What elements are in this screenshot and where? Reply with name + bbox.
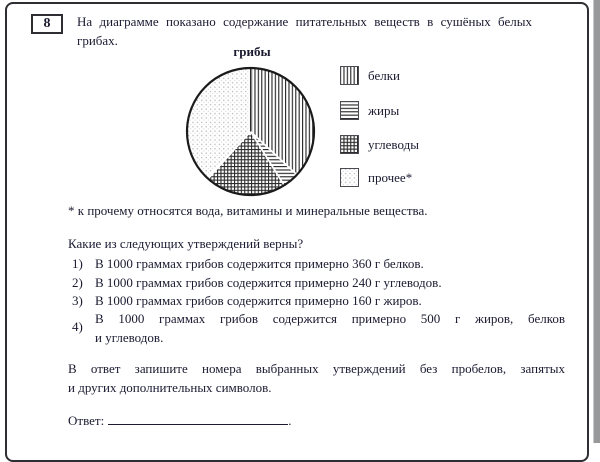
dots-swatch-icon <box>340 168 359 187</box>
answer-instruction <box>68 360 565 397</box>
question-number-box <box>31 14 63 34</box>
answer-instruction-line-1: В ответ запишите номера выбранных утверждений без пробелов, запятых <box>68 361 565 376</box>
intro-line-1: На диаграмме показано содержание питательных веществ в сушёных белых <box>77 14 532 29</box>
statement-4-line-1: В 1000 граммах грибов содержится примерно 500 г жиров, белков <box>95 311 565 326</box>
legend-item-grid <box>340 135 419 154</box>
intro-line-2: грибах. <box>77 33 118 48</box>
vlines-swatch-icon <box>340 66 359 85</box>
legend-item-hlines <box>340 101 399 120</box>
hlines-swatch-icon <box>340 101 359 120</box>
statement-4-line-2: и углеводов. <box>95 329 164 345</box>
answer-instruction-line-2: и других дополнительных символов. <box>68 379 272 395</box>
legend-item-vlines <box>340 66 400 85</box>
legend-item-dots <box>340 168 412 187</box>
pie-chart-svg <box>183 64 318 199</box>
statement-2-number: 2) <box>72 275 83 290</box>
chart-legend <box>340 66 520 191</box>
grid-swatch-icon <box>340 135 359 154</box>
statement-3-text: В 1000 граммах грибов содержится примерно 160 г жиров. <box>95 293 422 308</box>
statement-4-number: 4) <box>72 319 83 334</box>
statement-4-text <box>95 310 565 347</box>
statement-1-number: 1) <box>72 256 83 271</box>
footnote: * к прочему относятся вода, витамины и минеральные вещества. <box>68 203 428 218</box>
legend-label: прочее* <box>368 169 413 185</box>
question-number: 8 <box>43 16 51 31</box>
answer-blank[interactable] <box>108 408 288 425</box>
legend-label: белки <box>368 67 400 83</box>
chart-title: грибы <box>233 44 271 59</box>
legend-label: углеводы <box>368 136 419 152</box>
statement-2-text: В 1000 граммах грибов содержится примерно 240 г углеводов. <box>95 275 442 290</box>
statement-3-number: 3) <box>72 293 83 308</box>
pie-chart <box>183 64 318 199</box>
statement-1-text: В 1000 граммах грибов содержится примерно 360 г белков. <box>95 256 424 271</box>
legend-label: жиры <box>368 102 400 118</box>
page-right-edge <box>593 0 600 443</box>
question-text: Какие из следующих утверждений верны? <box>68 236 304 251</box>
answer-row <box>68 408 291 428</box>
answer-label: Ответ: <box>68 413 105 428</box>
answer-period: . <box>288 413 292 428</box>
